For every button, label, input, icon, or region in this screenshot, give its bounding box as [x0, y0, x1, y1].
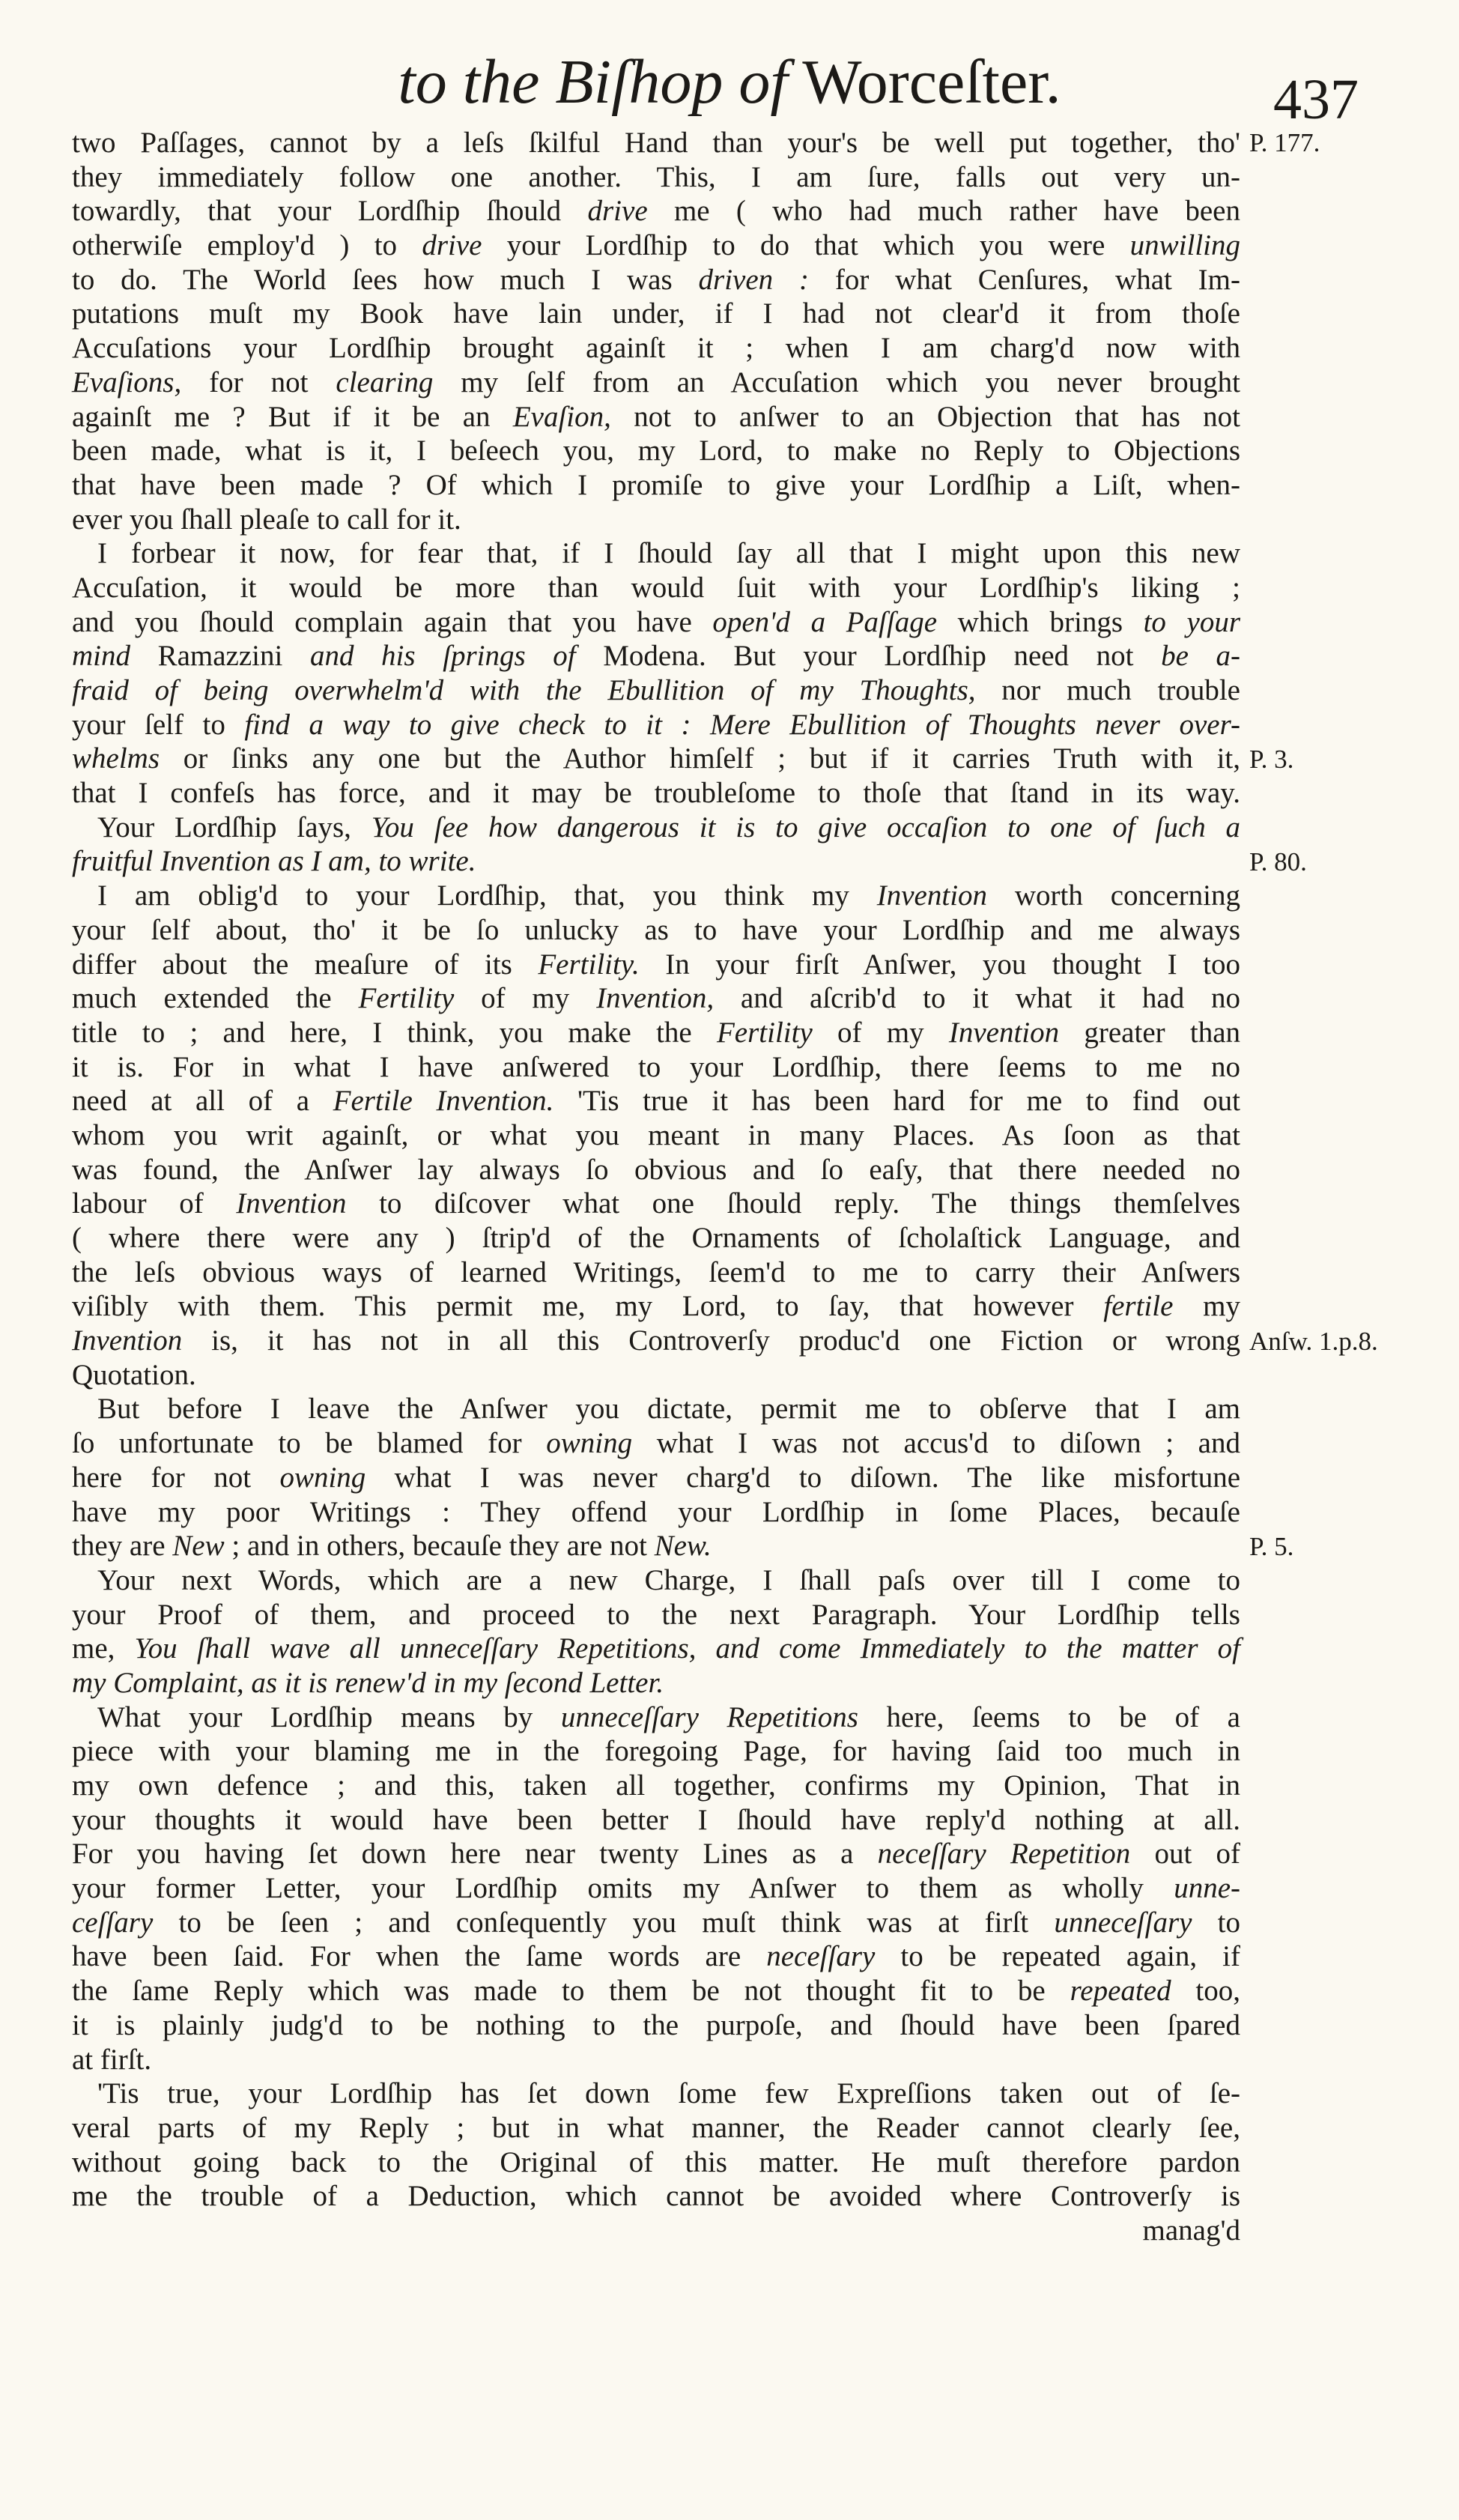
- text-segment: Quotation.: [72, 1358, 196, 1391]
- text-segment: to be repeated again, if: [875, 1940, 1240, 1973]
- text-segment: that have been made ? Of which I promiſe to give your Lordſhip a Liſt, when-: [72, 468, 1240, 501]
- text-line: [72, 2008, 1240, 2043]
- italic-text: Evaſions,: [72, 366, 182, 399]
- text-segment: piece with your blaming me in the foregoing Page, for having ſaid too much in: [72, 1735, 1240, 1768]
- italic-text: unneceſſary Repetitions: [560, 1700, 858, 1733]
- italic-text: owning: [546, 1427, 633, 1460]
- italic-text: Fertility: [358, 982, 455, 1015]
- text-line: [72, 1837, 1240, 1871]
- text-line: [72, 1324, 1240, 1358]
- text-line: [72, 366, 1240, 400]
- text-segment: your ſelf about, tho' it be ſo unlucky as to have your Lordſhip and me always: [72, 913, 1240, 946]
- text-line: [72, 948, 1240, 982]
- italic-text: Fertile Invention.: [333, 1085, 554, 1118]
- text-line: [72, 708, 1240, 742]
- italic-text: open'd a Paſſage: [712, 605, 938, 638]
- text-segment: your Lordſhip to do that which you were: [482, 229, 1130, 262]
- text-segment: my ſelf from an Accuſation which you never brought: [433, 366, 1240, 399]
- text-line: [72, 913, 1240, 948]
- italic-text: neceſſary: [766, 1940, 876, 1973]
- italic-text: unwilling: [1129, 229, 1241, 262]
- text-line: [72, 1016, 1240, 1050]
- text-segment: my own defence ; and this, taken all together, confirms my Opinion, That in: [72, 1769, 1240, 1802]
- text-line: [72, 1256, 1240, 1290]
- italic-text: Fertility.: [538, 948, 640, 981]
- text-segment: In your firſt Anſwer, you thought I too: [639, 948, 1240, 981]
- text-line: [72, 400, 1240, 434]
- italic-text: to your: [1143, 605, 1241, 638]
- text-segment: 'Tis true it has been hard for me to find out: [553, 1085, 1240, 1118]
- text-line: [72, 1529, 1240, 1563]
- text-segment: labour of: [72, 1187, 237, 1220]
- text-segment: your former Letter, your Lordſhip omits my Anſwer to them as wholly: [72, 1872, 1174, 1905]
- text-line: [72, 1632, 1240, 1666]
- italic-text: You ſhall wave all unneceſſary Repetitions, and come Immediately to the matter of: [134, 1632, 1240, 1665]
- italic-text: unne-: [1174, 1872, 1240, 1905]
- text-line: [72, 1495, 1240, 1530]
- text-segment: greater than: [1059, 1016, 1241, 1049]
- text-line: [72, 1769, 1240, 1803]
- text-line: [72, 1221, 1240, 1256]
- text-segment: your ſelf to: [72, 708, 245, 741]
- text-line: [72, 536, 1240, 571]
- italic-text: Invention: [72, 1324, 183, 1357]
- text-segment: differ about the meaſure of its: [72, 948, 539, 981]
- text-segment: at firſt.: [72, 2043, 152, 2076]
- text-segment: of my: [812, 1016, 949, 1049]
- text-line: [72, 844, 1240, 879]
- italic-text: You ſee how dangerous it is to give occaſion to one of ſuch a: [371, 811, 1240, 843]
- text-segment: ( where there were any ) ſtrip'd of the Ornaments of ſcholaſtick Language, and: [72, 1222, 1240, 1254]
- running-head: [0, 45, 1459, 120]
- text-line: [72, 468, 1240, 503]
- text-line: [72, 2077, 1240, 2111]
- italic-text: whelms: [72, 742, 160, 775]
- margin-note: P. 177.: [1249, 128, 1320, 157]
- text-line: [72, 1974, 1240, 2008]
- text-line: [72, 879, 1240, 913]
- text-segment: putations muſt my Book have lain under, if I had not clear'd it from thoſe: [72, 297, 1240, 330]
- italic-text: find a way to give check to it : Mere Ebullition of Thoughts never over-: [244, 708, 1240, 741]
- text-segment: veral parts of my Reply ; but in what manner, the Reader cannot clearly ſee,: [72, 2111, 1240, 2144]
- text-segment: Your Lordſhip ſays,: [97, 811, 371, 843]
- italic-text: fertile: [1103, 1290, 1174, 1323]
- text-line: [72, 1803, 1240, 1838]
- text-line: [72, 1392, 1240, 1426]
- text-segment: your thoughts it would have been better I ſhould have reply'd nothing at all.: [72, 1803, 1240, 1836]
- text-segment: they are: [72, 1530, 173, 1563]
- text-segment: which brings: [937, 605, 1144, 638]
- italic-text: unneceſſary: [1054, 1906, 1192, 1939]
- italic-text: clearing: [336, 366, 434, 399]
- text-segment: me ( who had much rather have been: [647, 195, 1240, 228]
- italic-text: be a-: [1161, 640, 1240, 673]
- text-segment: or ſinks any one but the Author himſelf ; but if it carries Truth with it,: [160, 742, 1240, 775]
- text-line: [72, 2043, 1240, 2077]
- text-segment: the leſs obvious ways of learned Writings, ſeem'd to me to carry their Anſwers: [72, 1256, 1240, 1288]
- italic-text: ceſſary: [72, 1906, 154, 1939]
- italic-text: Fertility: [716, 1016, 813, 1049]
- text-segment: title to ; and here, I think, you make the: [72, 1016, 717, 1049]
- text-segment: me the trouble of a Deduction, which cannot be avoided where Controverſy is: [72, 2180, 1240, 2213]
- text-segment: much extended the: [72, 982, 359, 1015]
- text-segment: For you having ſet down here near twenty Lines as a: [72, 1838, 878, 1871]
- text-segment: have my poor Writings : They offend your Lordſhip in ſome Places, becauſe: [72, 1495, 1240, 1528]
- text-line: [72, 673, 1240, 708]
- text-segment: too,: [1171, 1975, 1240, 2008]
- text-line: [72, 331, 1240, 366]
- text-segment: of my: [454, 982, 597, 1015]
- text-line: [72, 503, 1240, 537]
- text-line: [72, 1734, 1240, 1769]
- italic-text: owning: [279, 1461, 366, 1494]
- text-segment: not to anſwer to an Objection that has not: [610, 400, 1240, 433]
- text-line: [72, 1153, 1240, 1187]
- text-segment: What your Lordſhip means by: [97, 1700, 561, 1733]
- text-line: [72, 434, 1240, 468]
- italic-text: New.: [654, 1530, 712, 1563]
- running-head-prefix: to the Biſhop of: [398, 47, 788, 117]
- text-segment: Ramazzini: [130, 640, 310, 673]
- body-text: [72, 126, 1240, 2248]
- text-segment: I forbear it now, for fear that, if I ſhould ſay all that I might upon this new: [97, 537, 1240, 570]
- text-segment: for not: [181, 366, 336, 399]
- text-segment: ſo unfortunate to be blamed for: [72, 1427, 547, 1460]
- text-segment: two Paſſages, cannot by a leſs ſkilful Hand than your's be well put together, tho': [72, 127, 1240, 159]
- italic-text: my Complaint, as it is renew'd in my ſecond Letter.: [72, 1666, 664, 1699]
- text-line: [72, 811, 1240, 845]
- text-segment: they immediately follow one another. This, I am ſure, falls out very un-: [72, 160, 1240, 193]
- text-segment: and you ſhould complain again that you have: [72, 605, 713, 638]
- text-line: [72, 194, 1240, 228]
- text-line: [72, 2179, 1240, 2214]
- margin-note: P. 5.: [1249, 1531, 1294, 1561]
- catchword: manag'd: [1142, 2214, 1240, 2247]
- italic-text: drive: [422, 229, 482, 262]
- running-head-suffix: Worceſter.: [802, 47, 1061, 117]
- text-line: [72, 297, 1240, 331]
- text-segment: it is. For in what I have anſwered to your Lordſhip, there ſeems to me no: [72, 1050, 1240, 1083]
- text-segment: whom you writ againſt, or what you meant in many Places. As ſoon as that: [72, 1118, 1240, 1151]
- italic-text: Invention: [876, 879, 988, 912]
- text-segment: was found, the Anſwer lay always ſo obvious and ſo eaſy, that there needed no: [72, 1153, 1240, 1186]
- text-segment: Your next Words, which are a new Charge, I ſhall paſs over till I come to: [97, 1563, 1240, 1596]
- text-segment: nor much trouble: [975, 674, 1240, 706]
- text-line: [72, 2111, 1240, 2145]
- text-line: [72, 1050, 1240, 1085]
- text-segment: to be ſeen ; and conſequently you muſt think was at firſt: [153, 1906, 1055, 1939]
- italic-text: drive: [587, 195, 648, 228]
- text-line: [72, 776, 1240, 811]
- italic-text: Evaſion,: [512, 400, 611, 433]
- text-line: [72, 160, 1240, 195]
- text-segment: for what Cenſures, what Im-: [808, 263, 1240, 296]
- text-segment: But before I leave the Anſwer you dictate, permit me to obſerve that I am: [97, 1393, 1240, 1426]
- margin-note: P. 3.: [1249, 744, 1294, 774]
- text-segment: that I confeſs has force, and it may be troubleſome to thoſe that ſtand in its way.: [72, 777, 1240, 810]
- text-line: [72, 126, 1240, 160]
- text-segment: I am oblig'd to your Lordſhip, that, you think my: [97, 879, 877, 912]
- text-line: [72, 1289, 1240, 1324]
- text-segment: been made, what is it, I beſeech you, my Lord, to make no Reply to Objections: [72, 434, 1240, 467]
- text-line: [72, 1358, 1240, 1393]
- text-line: [72, 1871, 1240, 1906]
- text-line: [72, 742, 1240, 776]
- text-segment: the ſame Reply which was made to them be not thought fit to be: [72, 1975, 1070, 2008]
- text-line: [72, 1187, 1240, 1221]
- text-segment: Accuſation, it would be more than would ſuit with your Lordſhip's liking ;: [72, 571, 1240, 604]
- text-segment: viſibly with them. This permit me, my Lord, to ſay, that however: [72, 1290, 1104, 1323]
- text-segment: here, ſeems to be of a: [858, 1700, 1240, 1733]
- text-line: [72, 1084, 1240, 1118]
- text-segment: and aſcrib'd to it what it had no: [714, 982, 1241, 1015]
- text-segment: what I was never charg'd to diſown. The like misfortune: [365, 1461, 1240, 1494]
- text-segment: my: [1173, 1290, 1240, 1323]
- text-segment: is, it has not in all this Controverſy produc'd one Fiction or wrong: [182, 1324, 1240, 1357]
- text-segment: to: [1192, 1906, 1240, 1939]
- text-segment: otherwiſe employ'd ) to: [72, 229, 422, 262]
- text-segment: without going back to the Original of this matter. He muſt therefore pardon: [72, 2145, 1240, 2178]
- text-segment: againſt me ? But if it be an: [72, 400, 513, 433]
- text-line: [72, 981, 1240, 1016]
- text-segment: towardly, that your Lordſhip ſhould: [72, 195, 588, 228]
- page-number: 437: [1273, 68, 1359, 131]
- text-segment: to do. The World ſees how much I was: [72, 263, 699, 296]
- text-line: [72, 1906, 1240, 1940]
- margin-note: Anſw. 1.p.8.: [1249, 1326, 1378, 1356]
- italic-text: repeated: [1070, 1975, 1171, 2008]
- italic-text: Invention,: [596, 982, 715, 1015]
- text-segment: out of: [1130, 1838, 1241, 1871]
- text-line: [72, 1939, 1240, 1974]
- text-line: [72, 571, 1240, 605]
- text-segment: me,: [72, 1632, 135, 1665]
- italic-text: Invention: [948, 1016, 1060, 1049]
- italic-text: Invention: [236, 1187, 347, 1220]
- italic-text: driven :: [698, 263, 809, 296]
- text-segment: your Proof of them, and proceed to the next Paragraph. Your Lordſhip tells: [72, 1598, 1240, 1631]
- text-segment: ; and in others, becauſe they are not: [224, 1530, 655, 1563]
- italic-text: mind: [72, 640, 130, 673]
- italic-text: and his ſprings of: [309, 640, 576, 673]
- text-segment: Modena. But your Lordſhip need not: [575, 640, 1162, 673]
- text-segment: it is plainly judg'd to be nothing to the purpoſe, and ſhould have been ſpared: [72, 2008, 1240, 2041]
- text-segment: 'Tis true, your Lordſhip has ſet down ſome few Expreſſions taken out of ſe-: [97, 2077, 1240, 2110]
- text-line: [72, 263, 1240, 297]
- text-segment: ever you ſhall pleaſe to call for it.: [72, 503, 461, 536]
- text-line: [72, 1700, 1240, 1735]
- text-segment: what I was not accus'd to diſown ; and: [632, 1427, 1240, 1460]
- italic-text: fruitful Invention as I am, to write.: [72, 845, 476, 878]
- text-line: [72, 1461, 1240, 1495]
- text-line: [72, 1598, 1240, 1632]
- text-line: [72, 605, 1240, 640]
- text-line: [72, 1563, 1240, 1598]
- text-segment: need at all of a: [72, 1085, 333, 1118]
- text-segment: worth concerning: [987, 879, 1240, 912]
- italic-text: neceſſary Repetition: [877, 1838, 1131, 1871]
- text-segment: here for not: [72, 1461, 280, 1494]
- italic-text: New: [172, 1530, 225, 1563]
- text-segment: to diſcover what one ſhould reply. The things themſelves: [346, 1187, 1240, 1220]
- text-line: [72, 228, 1240, 263]
- text-segment: Accuſations your Lordſhip brought againſt it ; when I am charg'd now with: [72, 332, 1240, 365]
- text-line: [72, 1426, 1240, 1461]
- text-line: [72, 1118, 1240, 1153]
- text-line: [72, 2145, 1240, 2180]
- italic-text: fraid of being overwhelm'd with the Ebullition of my Thoughts,: [72, 674, 976, 706]
- text-segment: have been ſaid. For when the ſame words are: [72, 1940, 767, 1973]
- margin-note: P. 80.: [1249, 846, 1307, 876]
- text-line: [72, 639, 1240, 673]
- text-line: [72, 1666, 1240, 1700]
